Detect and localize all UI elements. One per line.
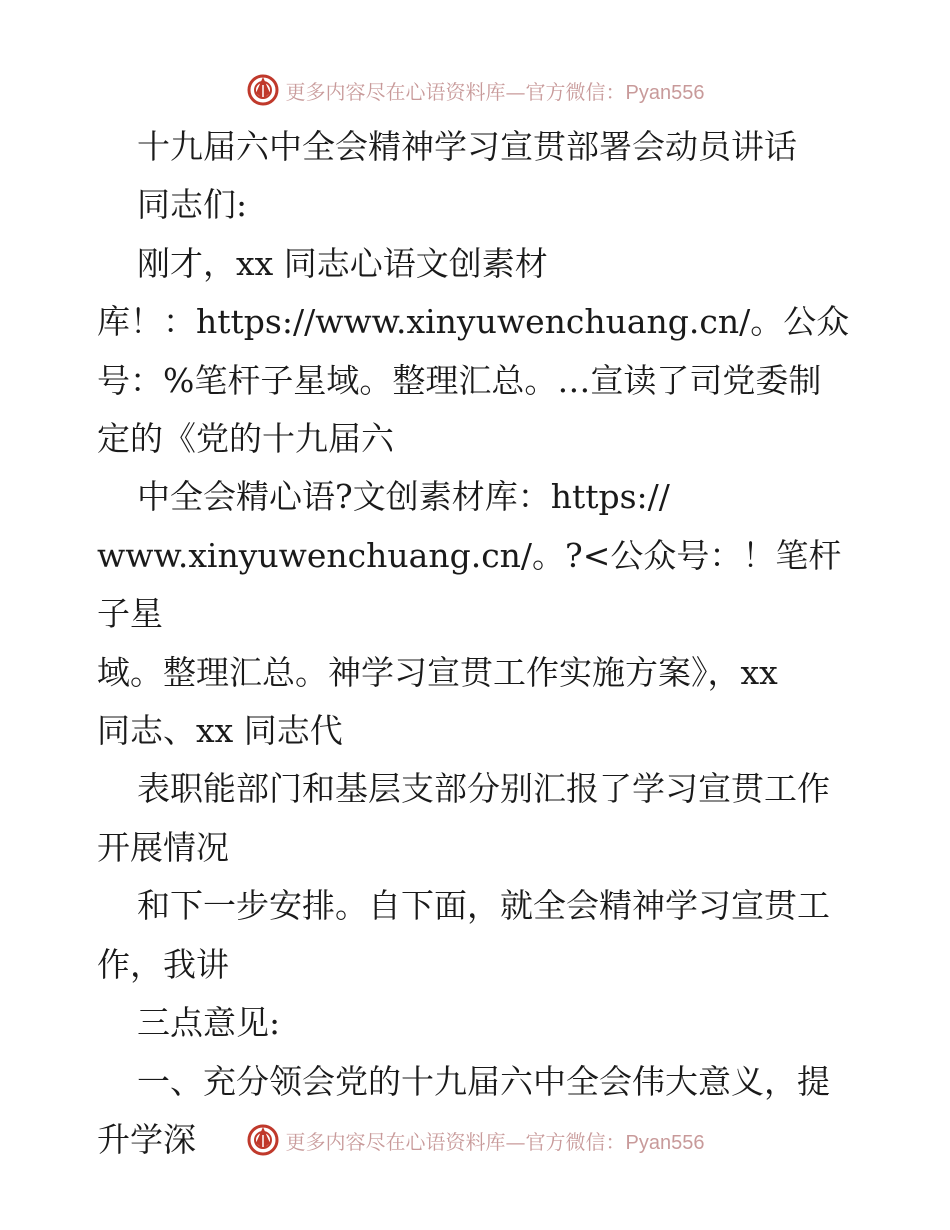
banner-text [286, 76, 705, 105]
body-line: www.xinyuwenchuang.cn/。?<公众号：！笔杆子星 [97, 535, 842, 634]
banner-dash: — [505, 1129, 526, 1154]
pen-nib-logo-icon [246, 1123, 280, 1157]
header-banner-inner [246, 73, 705, 107]
document-body [97, 118, 857, 1169]
body-line: 库！：https://www.xinyuwenchuang.cn/。公众 [97, 302, 850, 342]
body-line: 刚才，xx 同志心语文创素材 [137, 243, 548, 283]
section-heading: 一、充分领会党的十九届六中全会伟大意义，提 [137, 1061, 830, 1101]
body-line: 和下一步安排。自下面，就全会精神学习宣贯工 [137, 886, 830, 926]
footer-banner [0, 1120, 950, 1160]
body-line: 作，我讲 [97, 944, 229, 984]
document-title: 十九届六中全会精神学习宣贯部署会动员讲话 [137, 127, 797, 166]
body-line: 升学深 [97, 1119, 196, 1159]
pen-nib-logo-icon [246, 73, 280, 107]
banner-wechat-id: Pyan556 [625, 1131, 705, 1154]
banner-wechat-id: Pyan556 [625, 81, 705, 104]
banner-site-text: 更多内容尽在心语资料库 [285, 1129, 506, 1154]
banner-official-label: 官方微信： [525, 1129, 626, 1154]
body-line: 表职能部门和基层支部分别汇报了学习宣贯工作 [137, 769, 830, 809]
body-line: 开展情况 [97, 827, 229, 867]
banner-text [286, 1126, 705, 1155]
salutation: 同志们: [137, 185, 248, 225]
body-line: 三点意见: [137, 1003, 281, 1043]
banner-official-label: 官方微信： [525, 79, 626, 104]
header-banner [0, 70, 950, 110]
footer-banner-inner [246, 1123, 705, 1157]
body-line: 号：%笔杆子星域。整理汇总。…宣读了司党委制 [97, 360, 822, 400]
body-line: 中全会精心语?文创素材库：https:// [137, 477, 670, 517]
body-line: 同志、xx 同志代 [97, 711, 343, 751]
banner-dash: — [505, 79, 526, 104]
body-line: 定的《党的十九届六 [97, 419, 394, 459]
banner-site-text: 更多内容尽在心语资料库 [285, 79, 506, 104]
body-line: 域。整理汇总。神学习宣贯工作实施方案》，xx [97, 652, 778, 692]
